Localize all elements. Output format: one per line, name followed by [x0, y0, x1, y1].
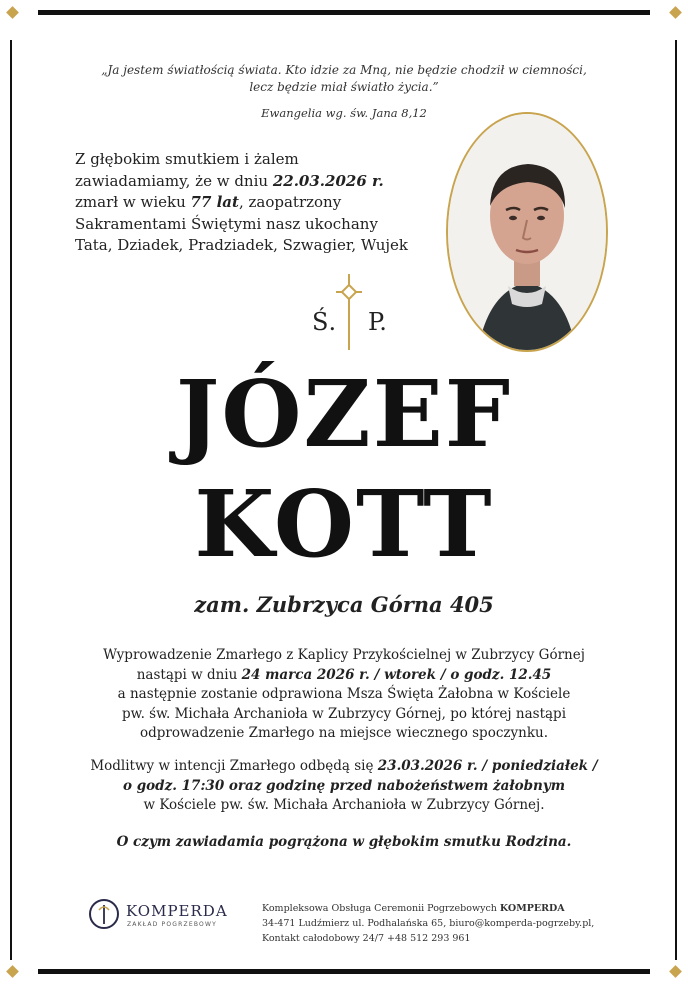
prayer-date: 23.03.2026 r. / poniedziałek / [377, 758, 598, 774]
company-logo-icon [88, 898, 120, 930]
deceased-last-name: KOTT [194, 470, 494, 578]
company-logo-name: KOMPERDA [126, 902, 228, 920]
corner-diamond-icon [669, 965, 682, 978]
company-logo-tagline: ZAKŁAD POGRZEBOWY [127, 921, 217, 928]
residence: zam. Zubrzyca Górna 405 [194, 592, 494, 617]
company-contact: Kompleksowa Obsługa Ceremonii Pogrzebowych KOMPERDA 34-471 Ludźmierz ul. Podhalańska 65, biuro@komperda-pogrzeby.pl, Kontakt całodobowy 24/7 +48 512 293 961 [262, 903, 595, 944]
prayer-time: o godz. 17:30 oraz godzinę przed nabożeństwem żałobnym [123, 777, 565, 794]
deceased-first-name: JÓZEF [175, 360, 513, 468]
corner-diamond-icon [6, 6, 19, 19]
portrait-illustration [448, 114, 606, 350]
death-date: 22.03.2026 r. [272, 171, 384, 190]
bible-quote: „Ja jestem światłością świata. Kto idzie za Mną, nie będzie chodził w ciemności, lecz będzie miał światło życia.” [101, 63, 587, 94]
sp-right: P. [368, 308, 387, 336]
prayer-details: Modlitwy w intencji Zmarłego odbędą się 23.03.2026 r. / poniedziałek / o godz. 17:30 oraz godzinę przed nabożeństwem żałobnym w Kościele pw. św. Michała Archanioła w Zubrzycy Górnej. [90, 758, 598, 813]
top-border [38, 10, 650, 15]
age: 77 lat [190, 193, 239, 211]
funeral-details: Wyprowadzenie Zmarłego z Kaplicy Przykościelnej w Zubrzycy Górnej nastąpi w dniu 24 marca 2026 r. / wtorek / o godz. 12.45 a następnie zostanie odprawiona Msza Święta Żałobna w Kościele pw. św. Michała Archanioła w Zubrzycy Górnej, po której nastąpi odprowadzenie Zmarłego na miejsce wiecznego spoczynku. [103, 647, 585, 741]
corner-diamond-icon [6, 965, 19, 978]
quote-source: Ewangelia wg. św. Jana 8,12 [261, 106, 427, 120]
closing-line: O czym zawiadamia pogrążona w głębokim smutku Rodzina. [116, 834, 572, 850]
announcement-intro: Z głębokim smutkiem i żalem zawiadamiamy, że w dniu 22.03.2026 r. zmarł w wieku 77 lat, zaopatrzony Sakramentami Świętymi nasz ukochany Tata, Dziadek, Pradziadek, Szwagier, Wujek [75, 150, 409, 254]
sp-left: Ś. [312, 308, 337, 336]
portrait-photo [446, 112, 608, 352]
funeral-date: 24 marca 2026 r. / wtorek / o godz. 12.45 [241, 666, 552, 683]
cross-icon [336, 274, 362, 350]
bottom-border [38, 969, 650, 974]
corner-diamond-icon [669, 6, 682, 19]
